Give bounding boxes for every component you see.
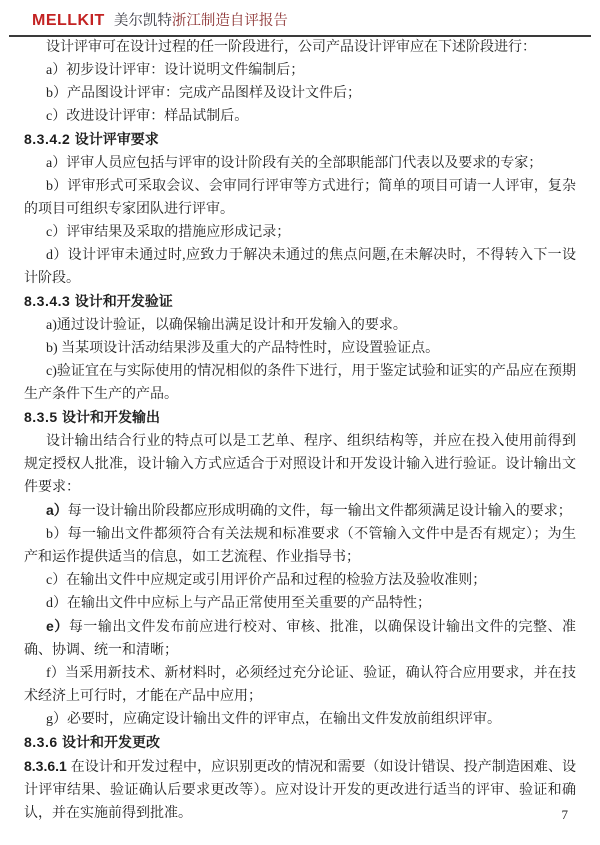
paragraph: a）每一设计输出阶段都应形成明确的文件，每一输出文件都须满足设计输入的要求； [46,502,572,519]
paragraph: a）初步设计评审：设计说明文件编制后； [46,63,305,78]
paragraph: a）评审人员应包括与评审的设计阶段有关的全部职能部门代表以及要求的专家； [46,156,543,171]
paragraph: b）产品图设计评审：完成产品图样及设计文件后； [46,86,361,101]
section-heading: 8.3.4.3 设计和开发验证 [24,293,173,310]
paragraph: g）必要时，应确定设计输出文件的评审点，在输出文件发放前组织评审。 [46,712,501,727]
paragraph: d）设计评审未通过时,应致力于解决未通过的焦点问题,在未解决时，不得转入下一设计阶段。 [24,248,576,286]
paragraph: 8.3.6.1 在设计和开发过程中，应识别更改的情况和需要（如设计错误、投产制造困难、设计评审结果、验证确认后要求更改等）。应对设计开发的更改进行适当的评审、验证和确认，并在实施前得到批准。 [24,758,577,821]
bold-prefix: e） [46,618,69,634]
paragraph: c）在输出文件中应规定或引用评价产品和过程的检验方法及验收准则； [46,573,487,588]
section-heading: 8.3.4.2 设计评审要求 [24,131,159,148]
bold-prefix: 8.3.4.3 [24,293,75,309]
paragraph: e）每一输出文件发布前应进行校对、审核、批准，以确保设计输出文件的完整、准确、协调、统一和清晰； [24,618,577,658]
bold-prefix: a） [46,502,68,518]
paragraph: 设计输出结合行业的特点可以是工艺单、程序、组织结构等，并应在投入使用前得到规定授权人批准，设计输入方式应适合于对照设计和开发设计输入进行验证。设计输出文件要求： [24,434,576,495]
bold-prefix: 8.3.6.1 [24,758,71,774]
paragraph: c）评审结果及采取的措施应形成记录； [46,225,291,240]
section-heading: 8.3.6 设计和开发更改 [24,734,161,751]
bold-prefix: 8.3.4.2 [24,131,75,147]
paragraph: a)通过设计验证，以确保输出满足设计和开发输入的要求。 [46,318,407,333]
paragraph: f）当采用新技术、新材料时，必须经过充分论证、验证，确认符合应用要求，并在技术经济上可行时，才能在产品中应用； [24,666,576,704]
document-title: 浙江制造自评报告 [171,13,288,29]
bold-prefix: 8.3.5 [24,409,63,425]
section-heading: 8.3.5 设计和开发输出 [24,409,161,426]
paragraph: d）在输出文件中应标上与产品正常使用至关重要的产品特性； [46,596,431,611]
paragraph: b）评审形式可采取会议、会审同行评审等方式进行；简单的项目可请一人评审，复杂的项目可组织专家团队进行评审。 [24,179,576,217]
paragraph: c)验证宜在与实际使用的情况相似的条件下进行，用于鉴定试验和证实的产品应在预期生产条件下生产的产品。 [24,364,576,402]
paragraph: b）每一输出文件都须符合有关法规和标准要求（不管输入文件中是否有规定）；为生产和运作提供适当的信息，如工艺流程、作业指导书； [24,527,576,565]
bold-prefix: 8.3.6 [24,734,63,750]
brand-logo: MELLKIT [32,12,105,29]
paragraph: b) 当某项设计活动结果涉及重大的产品特性时，应设置验证点。 [46,341,440,356]
paragraph: c）改进设计评审：样品试制后。 [46,109,249,124]
page-number: 7 [561,807,568,822]
document-body [24,36,576,825]
page-header [9,7,591,37]
paragraph: 设计评审可在设计过程的任一阶段进行，公司产品设计评审应在下述阶段进行： [46,40,536,55]
company-name: 美尔凯特 [113,13,172,29]
